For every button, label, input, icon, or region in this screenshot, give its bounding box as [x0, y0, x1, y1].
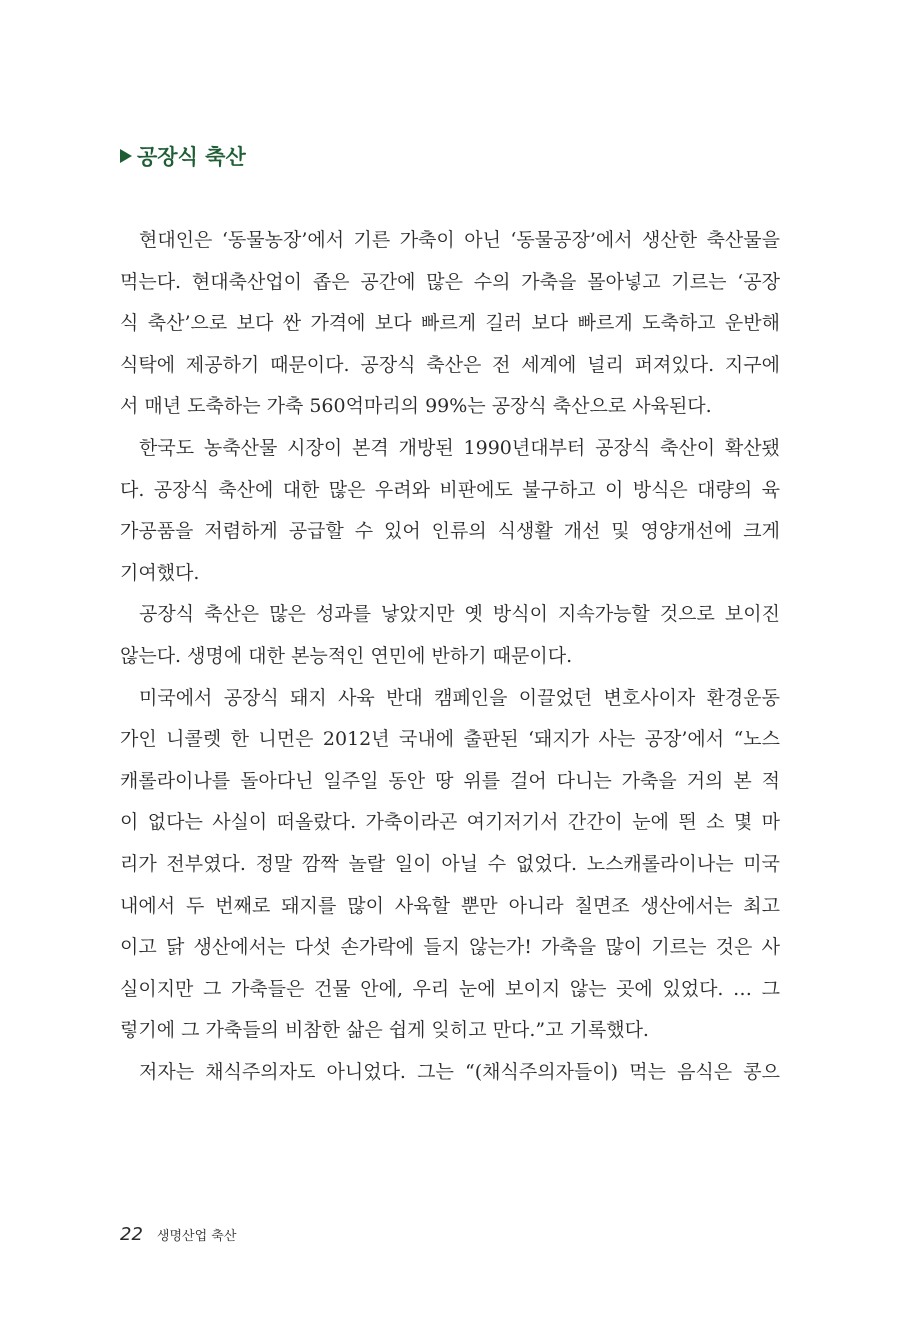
text-line: 다. 공장식 축산에 대한 많은 우려와 비판에도 불구하고 이 방식은 대량의 육 [120, 478, 780, 501]
text-line: 공장식 축산은 많은 성과를 낳았지만 옛 방식이 지속가능할 것으로 보이진 [139, 603, 780, 626]
text-line: 렇기에 그 가축들의 비참한 삶은 쉽게 잊히고 만다.”고 기록했다. [120, 1019, 649, 1042]
text-line: 식탁에 제공하기 때문이다. 공장식 축산은 전 세계에 널리 퍼져있다. 지구에 [120, 353, 780, 376]
text-line: 가공품을 저렴하게 공급할 수 있어 인류의 식생활 개선 및 영양개선에 크게 [120, 520, 780, 543]
text-line: 가인 니콜렛 한 니먼은 2012년 국내에 출판된 ‘돼지가 사는 공장’에서 “노스 [120, 728, 780, 751]
page-footer [120, 1224, 236, 1245]
text-line: 실이지만 그 가축들은 건물 안에, 우리 눈에 보이지 않는 곳에 있었다. … 그 [120, 977, 780, 1000]
section-title: 공장식 축산 [137, 145, 246, 169]
text-line: 먹는다. 현대축산업이 좁은 공간에 많은 수의 가축을 몰아넣고 기르는 ‘공장 [120, 270, 780, 293]
body-text [120, 220, 780, 1093]
text-line: 저자는 채식주의자도 아니었다. 그는 “(채식주의자들이) 먹는 음식은 콩으 [139, 1060, 780, 1083]
text-line: 내에서 두 번째로 돼지를 많이 사육할 뿐만 아니라 칠면조 생산에서는 최고 [120, 894, 780, 917]
text-line: 미국에서 공장식 돼지 사육 반대 캠페인을 이끌었던 변호사이자 환경운동 [139, 686, 780, 709]
text-line: 식 축산’으로 보다 싼 가격에 보다 빠르게 길러 보다 빠르게 도축하고 운반해 [120, 312, 780, 335]
text-line: 않는다. 생명에 대한 본능적인 연민에 반하기 때문이다. [120, 644, 573, 667]
section-heading [120, 140, 246, 172]
running-title: 생명산업 축산 [156, 1229, 237, 1244]
text-line: 리가 전부였다. 정말 깜짝 놀랄 일이 아닐 수 없었다. 노스캐롤라이나는 미국 [120, 852, 780, 875]
triangle-right-icon [120, 149, 132, 163]
text-line: 서 매년 도축하는 가축 560억마리의 99%는 공장식 축산으로 사육된다. [120, 395, 712, 418]
text-line: 기여했다. [120, 561, 200, 584]
text-line: 이고 닭 생산에서는 다섯 손가락에 들지 않는가! 가축을 많이 기르는 것은 사 [120, 936, 780, 959]
text-line: 캐롤라이나를 돌아다닌 일주일 동안 땅 위를 걸어 다니는 가축을 거의 본 적 [120, 769, 780, 792]
page-number: 22 [120, 1224, 143, 1245]
text-line: 현대인은 ‘동물농장’에서 기른 가축이 아닌 ‘동물공장’에서 생산한 축산물을 [139, 229, 780, 251]
text-line: 이 없다는 사실이 떠올랐다. 가축이라곤 여기저기서 간간이 눈에 띈 소 몇 마 [120, 811, 780, 834]
text-line: 한국도 농축산물 시장이 본격 개방된 1990년대부터 공장식 축산이 확산됐 [139, 436, 780, 459]
